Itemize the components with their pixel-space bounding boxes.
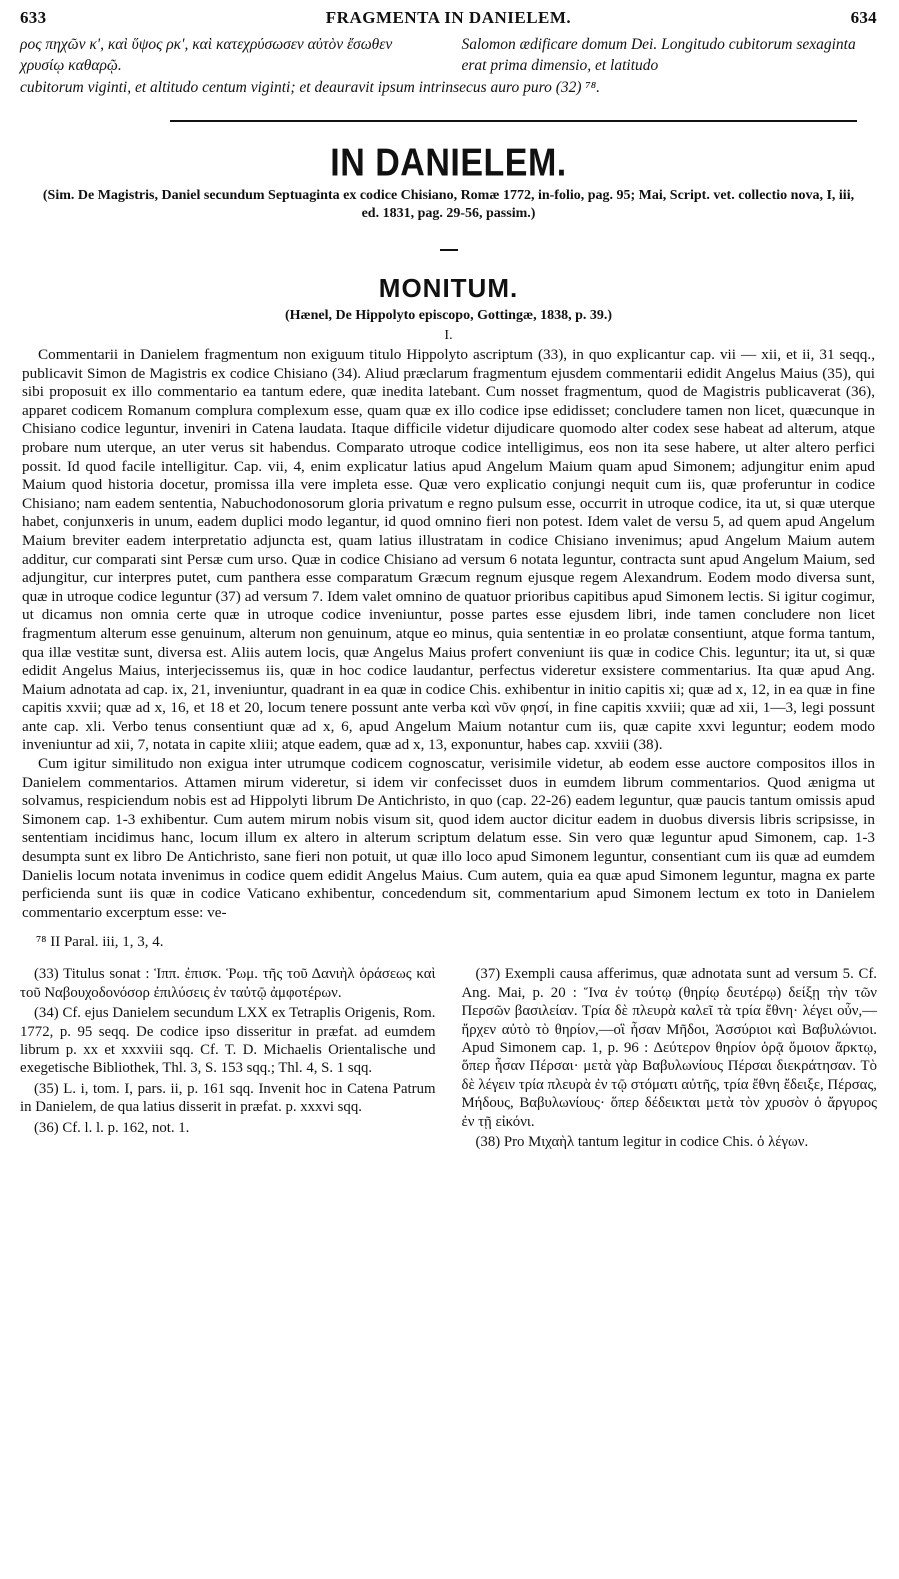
- right-page-number: 634: [850, 8, 877, 27]
- top-full-line: cubitorum viginti, et altitudo centum viginti; et deauravit ipsum intrinsecus auro puro (32) ⁷⁸.: [20, 79, 601, 96]
- footnote: (34) Cf. ejus Danielem secundum LXX ex Tetraplis Origenis, Rom. 1772, p. 95 seqq. De codice ipso disseritur in præfat. ad eumdem librum p. xx et xxxviii sqq. Cf. T. D. Michaelis Orientalische und exegetische Bibliothek, Thl. 3, S. 153 sqq.; Thl. 4, S. 1 sqq.: [20, 1005, 436, 1077]
- footnotes: [20, 965, 877, 1153]
- footnote: (35) L. i, tom. I, pars. ii, p. 161 sqq. Invenit hoc in Catena Patrum in Danielem, de qua latius disserit in præfat. p. xxxvi sqq.: [20, 1080, 436, 1116]
- verse-footnote: ⁷⁸ II Paral. iii, 1, 3, 4.: [36, 934, 164, 951]
- footnotes-left: [20, 965, 436, 1153]
- main-title: IN DANIELEM.: [330, 141, 567, 185]
- footnote: (33) Titulus sonat : Ἱππ. ἐπισκ. Ῥωμ. τῆς τοῦ Δανιὴλ ὁράσεως καὶ τοῦ Ναβουχοδονόσορ ἐπιλύσεις ἐν ταὐτῷ ἀμφοτέρων.: [20, 966, 436, 1001]
- monitum-citation: (Hænel, De Hippolyto episcopo, Gottingæ, 1838, p. 39.): [284, 308, 613, 323]
- short-rule: [440, 249, 458, 251]
- paragraph: Cum igitur similitudo non exigua inter utrumque codicem cognoscatur, verisimile videtur, ab eodem esse auctore compositos illos in Danielem commentarios. Attamen mirum videretur, si idem vir confecisset duos in eumdem librum commentarios. Quod ænigma ut solvamus, respiciendum nobis est ad Hippolyti librum De Antichristo, in quo (cap. 22-26) eadem leguntur, quæ paucis tantum omissis apud Simonem cap. 1-3 exhibentur. Cum autem mirum nobis visum sit, quod idem auctor dicitur eadem in duobus diversis libris scripsisse, in sententiam incidimus hanc, locum illum ex altero in alterum scriptum delatum esse. Sin vero quæ leguntur apud Simonem, cap. 1-3 desumpta sunt ex libro De Antichristo, sane fieri non potuit, ut quæ illo loco apud Simonem leguntur, consentiant cum iis quæ ad eumdem Danielis locum notata invenimus in codice quem edidit Angelus Maius. Cum autem, quia ea quæ apud Simonem leguntur, magna ex parte perficienda sunt iis quæ in codice Vaticano exhibentur, concedendum sit, commentarium apud Simonem lectum ex toto in Danielem commentario excerptum esse: ve-: [22, 755, 875, 921]
- monitum-title: MONITUM.: [378, 273, 519, 303]
- running-title: FRAGMENTA IN DANIELEM.: [325, 8, 572, 27]
- footnote: (37) Exempli causa afferimus, quæ adnotata sunt ad versum 5. Cf. Ang. Mai, p. 20 : Ἵνα ἐν τούτῳ (θηρίῳ δευτέρῳ) δείξῃ τὴν τῶν Περσῶν βασιλείαν. Τρία δὲ πλευρὰ καλεῖ τὰ τρία ἔθνη· λέγει οὖν,—ἤρχεν αὐτὸ τὸ θηρίον,—οἳ ἦσαν Μῆδοι, Ἀσσύριοι καὶ Βαβυλώνιοι. Apud Simonem cap. 1, p. 96 : Δεύτερον θηρίον ὁρᾷ ὅμοιον ἄρκτῳ, ὅπερ ἦσαν Πέρσαι· μετὰ γὰρ Βαβυλωνίους Πέρσαι διεκράτησαν. Τὸ δὲ λέγειν τρία πλευρὰ ἐν τῷ στόματι αὐτῆς, τρία ἔθνη ἔδειξε, Πέρσας, Μήδους, Βαβυλωνίους· ὅπερ δέδεικται μετὰ τὸν χρυσὸν ὁ ἄργυρος ἐν τῇ εἰκόνι.: [461, 966, 877, 1130]
- footnote: (38) Pro Μιχαὴλ tantum legitur in codice Chis. ὁ λέγων.: [475, 1134, 809, 1151]
- section-number: I.: [444, 328, 453, 343]
- running-header: [20, 8, 877, 28]
- paragraph: Commentarii in Danielem fragmentum non exiguum titulo Hippolyto ascriptum (33), in quo explicantur cap. vii — xii, et ii, 31 seqq., publicavit Simon de Magistris ex codice Chisiano (34). Aliud præclarum fragmentum ejusdem commentarii edidit Angelus Maius (35), qui sibi proposuit ex illo commentario ea tantum edere, quæ inedita latebant. Cum nosset fragmentum, quod de Magistris publicaverat (36), apparet codicem Romanum complura complexum esse, quam quæ ex illo codice ipse edidisset; concludere tamen non licet, quæcunque in Chisiano codice leguntur, inveniri in Catena laudata. Itaque difficile videtur dijudicare quomodo alter codex sese habeat ad alterum, atque probare num uterque, an uter verus sit habendus. Comparato utroque codice intelligimus, eos non ita sese habere, ut alter altero perfici possit. Id quod facile intelligitur. Cap. vii, 4, enim explicatur latius apud Angelum Maium quam apud Simonem; adjungitur enim apud Maium quod historia docetur, promissa illa vere impleta esse. Quæ vero explicatio conjungi nequit cum iis, quæ proferuntur in codice Chisiano; nam eadem sententia, Nabuchodonosorum gloria privatum e regno pulsum esse, occurrit in utroque codice, ita ut, si quæ uterque habet, conjunxeris in unum, eadem duplici modo legantur, id quod omnino fieri non potest. Idem valet de versu 5, ad quem apud Angelum Maium breviter eadem interpretatio adjuncta est, quam latius illustratam in codice Chisiano invenimus; apud Angelum Maium autem additur, cur comparati sint Persæ cum urso. Quæ in codice Chisiano ad versum 6 notata leguntur, contracta sunt apud Angelum Maium, sed adjungitur, cur interpres putet, cum panthera esse comparatum Græcum regnum ejusque regem Alexandrum. Eodem modo diversa sunt, quæ in utroque codice leguntur (37) ad versum 7. Idem valet omnino de quatuor prioribus capitibus apud Simonem lectis. Si igitur cogimur, ut dicamus non omnia certe quæ in utroque codice inveniuntur, posse partes esse ejusdem libri, inde tamen concludere non licet fragmentum alterum esse genuinum, alterum non genuinum, atque eo minus, quia sententiæ in eo prolatæ consentiunt, atque forma tantum, qua illæ vestitæ sunt, diversa est. Aliis autem locis, quæ Angelus Maius profert conveniunt iis quæ in codice Chis. leguntur; ita ut, si quæ edidit Angelus Maius, interjecissemus iis, quæ in hoc codice laudantur, perfectus videretur exsistere commentarius. Ita quæ apud Ang. Maium adnotata ad cap. ix, 21, inveniuntur, quadrant in ea quæ in codice Chis. exhibentur in initio capitis xi; quæ ad x, 12, in ea quæ in fine capitis xxvii; quæ ad x, 16, et 18 et 20, locum tenere possunt ante verba καὶ νῦν φησί, in fine capitis xxviii; quæ ad xii, 1—3, legi possunt ante cap. xli. Verbo tenus consentiunt quæ ad x, 6, apud Angelum Maium notantur cum iis, quæ capite xxvi leguntur; eodem modo inveniuntur ad xii, 7, notata in capite xliii; atque eadem, quæ ad x, 13, exponuntur, habes cap. xxviii (38).: [22, 346, 875, 754]
- source-citation: (Sim. De Magistris, Daniel secundum Septuaginta ex codice Chisiano, Romæ 1772, in-folio, pag. 95; Mai, Script. vet. collectio nova, I, iii, ed. 1831, pag. 29-56, passim.): [42, 188, 855, 221]
- greek-column: ρος πηχῶν κ', καὶ ὕψος ρκ', καὶ κατεχρύσωσεν αὐτὸν ἔσωθεν χρυσίῳ καθαρῷ.: [20, 36, 393, 74]
- latin-column: Salomon ædificare domum Dei. Longitudo cubitorum sexaginta erat prima dimensio, et latitudo: [461, 36, 856, 74]
- section-rule: [170, 120, 857, 122]
- footnotes-right: [462, 965, 878, 1153]
- body-text: [22, 346, 875, 922]
- top-continuation: [20, 34, 877, 76]
- left-page-number: 633: [20, 8, 47, 27]
- footnote: (36) Cf. l. l. p. 162, not. 1.: [34, 1119, 190, 1136]
